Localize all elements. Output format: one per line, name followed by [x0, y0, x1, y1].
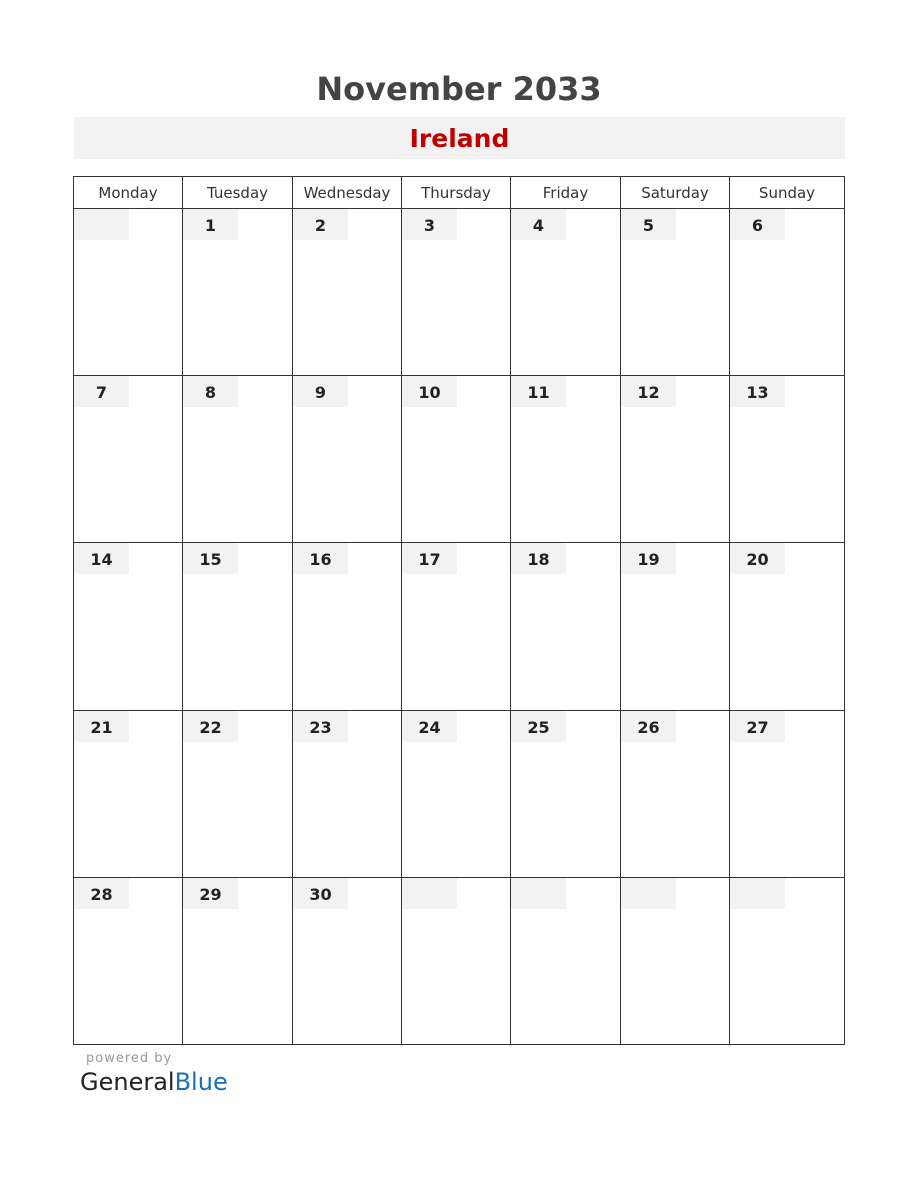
day-number: 14	[74, 543, 129, 574]
day-cell[interactable]	[621, 209, 730, 376]
day-number: 11	[511, 376, 566, 407]
day-number: 20	[730, 543, 785, 574]
weekday-friday: Friday	[511, 177, 621, 210]
day-cell[interactable]	[74, 543, 183, 710]
country-banner	[74, 117, 845, 159]
day-cell[interactable]	[621, 543, 730, 710]
day-cell[interactable]	[183, 878, 293, 1045]
day-number: 21	[74, 711, 129, 742]
weekday-monday: Monday	[74, 177, 183, 210]
day-cell[interactable]	[511, 878, 621, 1045]
country-name: Ireland	[409, 124, 510, 153]
day-number: 1	[183, 209, 238, 240]
weekday-tuesday: Tuesday	[183, 177, 293, 210]
day-number: 29	[183, 878, 238, 909]
day-number	[730, 878, 785, 909]
day-cell[interactable]	[183, 209, 293, 376]
day-cell[interactable]	[293, 209, 402, 376]
day-number: 2	[293, 209, 348, 240]
day-cell[interactable]	[293, 878, 402, 1045]
day-number: 19	[621, 543, 676, 574]
page-title: November 2033	[316, 70, 602, 108]
day-cell[interactable]	[74, 376, 183, 543]
weekday-thursday: Thursday	[402, 177, 511, 210]
day-number: 16	[293, 543, 348, 574]
day-number: 27	[730, 711, 785, 742]
weeks-grid	[74, 209, 844, 1045]
brand-blue-text: Blue	[174, 1068, 228, 1096]
day-number	[621, 878, 676, 909]
day-number: 30	[293, 878, 348, 909]
day-cell[interactable]	[183, 376, 293, 543]
day-cell[interactable]	[730, 711, 844, 878]
day-cell[interactable]	[183, 543, 293, 710]
day-number: 26	[621, 711, 676, 742]
day-cell[interactable]	[402, 376, 511, 543]
day-cell[interactable]	[74, 711, 183, 878]
day-number: 8	[183, 376, 238, 407]
day-number: 6	[730, 209, 785, 240]
day-number: 3	[402, 209, 457, 240]
day-number: 15	[183, 543, 238, 574]
weekday-sunday: Sunday	[758, 184, 816, 202]
day-cell[interactable]	[402, 209, 511, 376]
day-number: 23	[293, 711, 348, 742]
day-cell[interactable]	[621, 711, 730, 878]
day-cell[interactable]	[730, 376, 844, 543]
day-number: 9	[293, 376, 348, 407]
day-cell[interactable]	[621, 376, 730, 543]
day-cell[interactable]	[293, 711, 402, 878]
day-cell[interactable]	[402, 543, 511, 710]
weekday-header-row	[74, 177, 844, 209]
day-cell[interactable]	[730, 878, 844, 1045]
day-cell[interactable]	[183, 711, 293, 878]
day-number: 13	[730, 376, 785, 407]
day-cell[interactable]	[511, 376, 621, 543]
day-number: 5	[621, 209, 676, 240]
day-number	[511, 878, 566, 909]
day-number: 10	[402, 376, 457, 407]
day-cell[interactable]	[74, 878, 183, 1045]
day-cell[interactable]	[402, 878, 511, 1045]
day-number	[402, 878, 457, 909]
day-cell[interactable]	[621, 878, 730, 1045]
weekday-wednesday: Wednesday	[293, 177, 402, 210]
day-number: 4	[511, 209, 566, 240]
day-number: 22	[183, 711, 238, 742]
day-number: 7	[74, 376, 129, 407]
powered-by-label: powered by	[86, 1051, 173, 1066]
brand-general-text: General	[80, 1068, 175, 1096]
day-cell[interactable]	[511, 543, 621, 710]
day-cell[interactable]	[511, 209, 621, 376]
day-cell[interactable]	[293, 543, 402, 710]
day-number: 28	[74, 878, 129, 909]
day-cell[interactable]	[74, 209, 183, 376]
calendar-grid	[73, 176, 845, 1045]
day-cell[interactable]	[730, 209, 844, 376]
day-number: 24	[402, 711, 457, 742]
weekday-saturday: Saturday	[621, 177, 730, 210]
day-cell[interactable]	[293, 376, 402, 543]
day-cell[interactable]	[730, 543, 844, 710]
day-number: 12	[621, 376, 676, 407]
day-cell[interactable]	[511, 711, 621, 878]
day-cell[interactable]	[402, 711, 511, 878]
day-number	[74, 209, 129, 240]
day-number: 18	[511, 543, 566, 574]
day-number: 25	[511, 711, 566, 742]
day-number: 17	[402, 543, 457, 574]
generalblue-logo[interactable]	[80, 1068, 228, 1096]
